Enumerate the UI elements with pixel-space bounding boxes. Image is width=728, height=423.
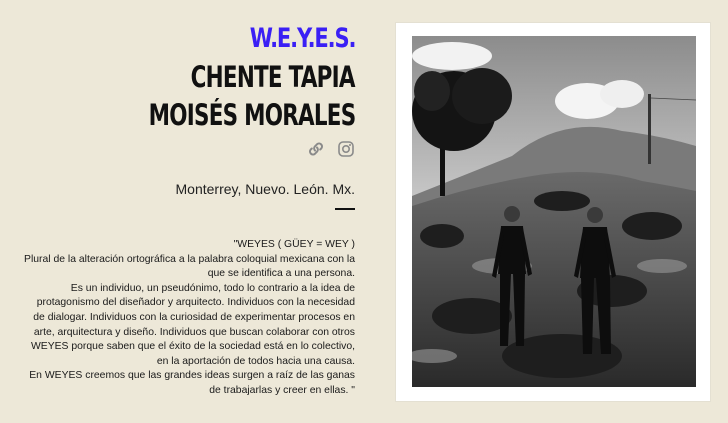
description-line: En WEYES creemos que las grandes ideas surgen a raíz de las ganas	[29, 370, 355, 382]
member-name-1: CHENTE TAPIA	[190, 60, 355, 94]
description-paragraph	[10, 238, 355, 399]
team-photo	[412, 36, 696, 387]
member-name-2: MOISÉS MORALES	[148, 98, 355, 132]
location-text: Monterrey, Nuevo. León. Mx.	[175, 181, 355, 197]
social-links	[307, 140, 355, 158]
brand-title: W.E.Y.E.S.	[249, 23, 355, 54]
description-line: arte, arquitectura y diseño. Individuos que buscan colaborar con otros	[33, 326, 355, 338]
description-line: Plural de la alteración ortográfica a la palabra coloquial mexicana con la	[24, 253, 355, 265]
description-line: de dialogar. Individuos con la curiosidad de experimentar procesos en	[33, 311, 355, 323]
description-line: de trabajarlas y creer en ellas. "	[209, 384, 355, 396]
divider	[335, 208, 355, 210]
description-line: Es un individuo, un pseudónimo, todo lo contrario a la idea de	[70, 282, 355, 294]
description-line: en la aportación de todos hacia una causa.	[156, 355, 355, 367]
description-line: protagonismo del diseñador y arquitecto. Individuos con la necesidad	[36, 297, 355, 309]
link-icon[interactable]	[307, 140, 325, 158]
photo-frame	[395, 22, 711, 402]
description-line: que se identifica a una persona.	[207, 268, 355, 280]
description-line: "WEYES ( GÜEY = WEY )	[233, 239, 355, 250]
instagram-icon[interactable]	[337, 140, 355, 158]
description-line: WEYES porque saben que el éxito de la sociedad está en lo colectivo,	[30, 341, 355, 353]
